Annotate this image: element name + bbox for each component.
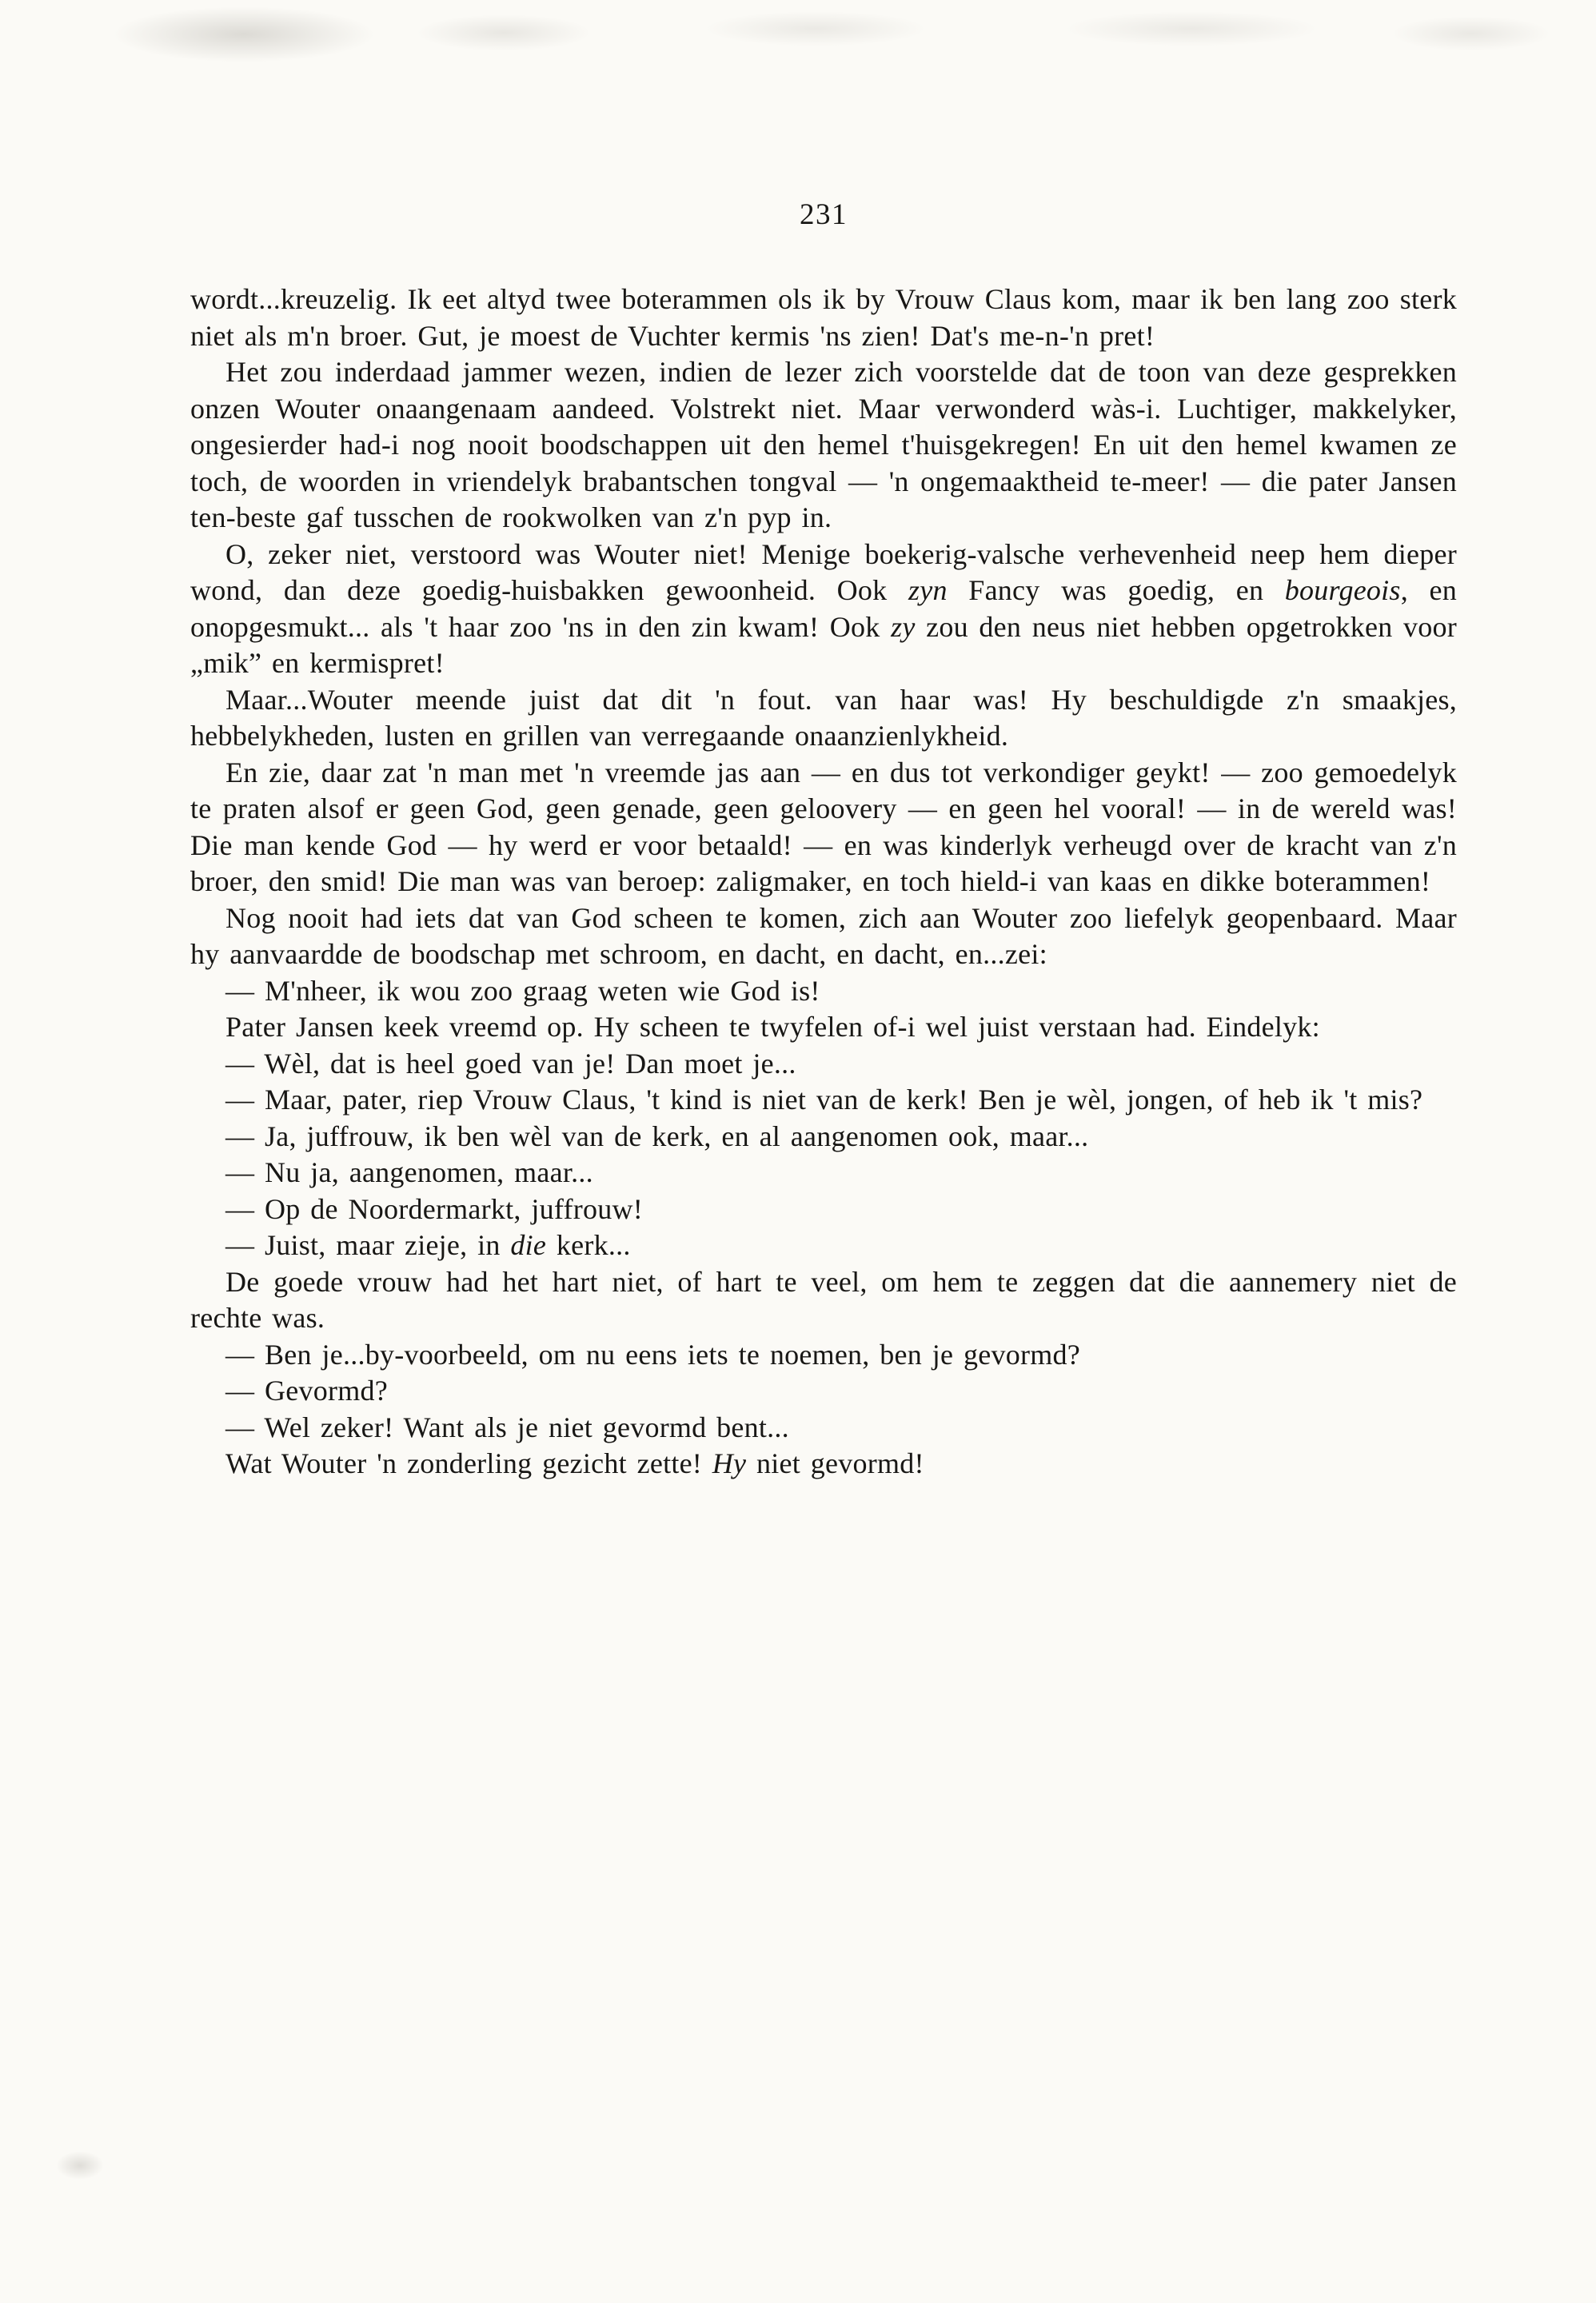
paragraph xyxy=(190,1009,1457,1046)
paragraph xyxy=(190,973,1457,1010)
paragraph xyxy=(190,1410,1457,1447)
text-run: Nog nooit had iets dat van God scheen te komen, zich aan Wouter zoo liefelyk geopenbaard. Maar hy aanvaardde de boodschap met schroom, en dacht, en dacht, en...zei: xyxy=(190,901,1457,970)
scan-smudge xyxy=(704,11,928,46)
text-run: kerk... xyxy=(546,1229,631,1261)
paragraph xyxy=(190,354,1457,537)
text-run: Maar...Wouter meende juist dat dit 'n fout. van haar was! Hy beschuldigde z'n smaakjes, hebbelykheden, lusten en grillen van verregaande onaanzienlykheid. xyxy=(190,683,1457,752)
italic-text-run: Hy xyxy=(712,1447,747,1479)
text-run: O, zeker niet, verstoord was Wouter niet! Menige boekerig-valsche verhevenheid neep hem dieper wond, dan deze goedig-huisbakken gewoonheid. Ook xyxy=(190,537,1457,606)
text-run: — Ja, juffrouw, ik ben wèl van de kerk, en al aangenomen ook, maar... xyxy=(225,1120,1089,1152)
italic-text-run: zy xyxy=(891,610,916,643)
italic-text-run: die xyxy=(510,1229,547,1261)
paragraph xyxy=(190,1046,1457,1083)
text-run: Fancy was goedig, en xyxy=(947,574,1285,606)
text-run: — M'nheer, ik wou zoo graag weten wie God is! xyxy=(225,974,820,1007)
text-run: — Wel zeker! Want als je niet gevormd bent... xyxy=(225,1411,789,1443)
text-run: De goede vrouw had het hart niet, of hart te veel, om hem te zeggen dat die aannemery niet de rechte was. xyxy=(190,1265,1457,1334)
italic-text-run: bourgeois xyxy=(1284,574,1401,606)
text-run: — Wèl, dat is heel goed van je! Dan moet je... xyxy=(225,1047,796,1080)
text-run: — Nu ja, aangenomen, maar... xyxy=(225,1156,593,1188)
page-number: 231 xyxy=(800,198,848,231)
paragraph xyxy=(190,281,1457,354)
paragraph xyxy=(190,1119,1457,1155)
paragraph xyxy=(190,1191,1457,1228)
paragraph xyxy=(190,537,1457,682)
paragraph xyxy=(190,682,1457,755)
scan-smudge xyxy=(112,6,376,62)
text-run: — Gevormd? xyxy=(225,1375,388,1407)
scan-smudge xyxy=(1063,11,1319,46)
scan-smudge xyxy=(416,14,592,51)
text-run: Wat Wouter 'n zonderling gezicht zette! xyxy=(225,1447,712,1479)
text-run: zou den neus niet hebben opgetrokken voor „mik” en kermispret! xyxy=(190,610,1457,679)
paragraph xyxy=(190,1227,1457,1264)
paragraph xyxy=(190,1082,1457,1119)
text-run: — Ben je...by-voorbeeld, om nu eens iets te noemen, ben je gevormd? xyxy=(225,1338,1080,1371)
scan-smudge xyxy=(1391,16,1551,51)
paragraph xyxy=(190,755,1457,900)
paragraph xyxy=(190,1373,1457,1410)
text-run: — Op de Noordermarkt, juffrouw! xyxy=(225,1192,643,1225)
text-run: En zie, daar zat 'n man met 'n vreemde jas aan — en dus tot verkondiger geykt! — zoo gemoedelyk te praten alsof er geen God, geen genade, geen geloovery — en geen hel vooral! — in de wereld was! Die man kende God — hy werd er voor betaald! — en was kinderlyk verheugd over de kracht van z'n broer, den smid! Die man was van beroep: zaligmaker, en toch hield-i van kaas en dikke boterammen! xyxy=(190,756,1457,897)
paragraph xyxy=(190,1446,1457,1483)
text-run: wordt...kreuzelig. Ik eet altyd twee boterammen ols ik by Vrouw Claus kom, maar ik ben lang zoo sterk niet als m'n broer. Gut, je moest de Vuchter kermis 'ns zien! Dat's me-n-'n pret! xyxy=(190,283,1457,352)
italic-text-run: zyn xyxy=(908,574,948,606)
text-run: Pater Jansen keek vreemd op. Hy scheen te twyfelen of-i wel juist verstaan had. Eindelyk: xyxy=(225,1011,1320,1043)
scan-smudge xyxy=(56,2151,104,2180)
paragraph xyxy=(190,1264,1457,1337)
text-run: Het zou inderdaad jammer wezen, indien de lezer zich voorstelde dat de toon van deze gesprekken onzen Wouter onaangenaam aandeed. Volstrekt niet. Maar verwonderd wàs-i. Luchtiger, makkelyker, ongesierder had-i nog nooit boodschappen uit den hemel t'huisgekregen! En uit den hemel kwamen ze toch, de woorden in vriendelyk brabantschen tongval — 'n ongemaaktheid te-meer! — die pater Jansen ten-beste gaf tusschen de rookwolken van z'n pyp in. xyxy=(190,356,1457,533)
paragraph xyxy=(190,1155,1457,1191)
paragraph xyxy=(190,900,1457,973)
text-block xyxy=(190,281,1457,1483)
text-run: , en onopgesmukt... als 't haar zoo 'ns in den zin kwam! Ook xyxy=(190,574,1457,643)
paragraph xyxy=(190,1337,1457,1374)
text-run: niet gevormd! xyxy=(746,1447,924,1479)
text-run: — Juist, maar zieje, in xyxy=(225,1229,511,1261)
text-run: — Maar, pater, riep Vrouw Claus, 't kind is niet van de kerk! Ben je wèl, jongen, of heb ik 't mis? xyxy=(225,1084,1423,1116)
